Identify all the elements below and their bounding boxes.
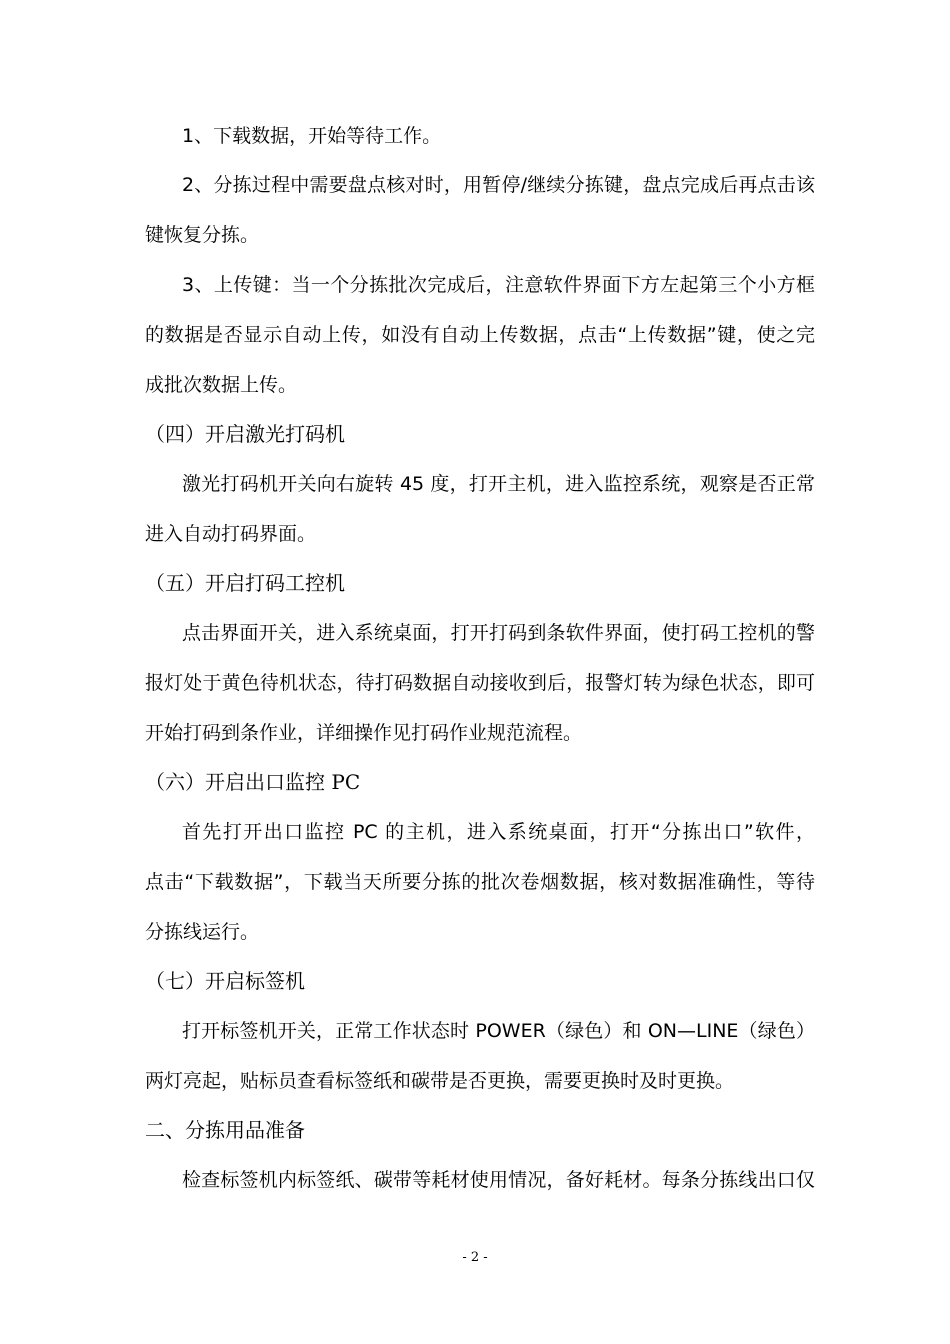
paragraph-line: 开始打码到条作业，详细操作见打码作业规范流程。 (145, 722, 583, 744)
paragraph-line: 2、分拣过程中需要盘点核对时，用暂停/继续分拣键，盘点完成后再点击该 (182, 174, 815, 196)
paragraph-line: 首先打开出口监控 PC 的主机，进入系统桌面，打开“分拣出口”软件， (182, 821, 815, 843)
paragraph-line: 检查标签机内标签纸、碳带等耗材使用情况，备好耗材。每条分拣线出口仅 (182, 1169, 815, 1191)
paragraph-line: 点击界面开关，进入系统桌面，打开打码到条软件界面，使打码工控机的警 (182, 622, 815, 644)
paragraph-line: 报灯处于黄色待机状态，待打码数据自动接收到后，报警灯转为绿色状态，即可 (145, 672, 815, 694)
paragraph-line: 点击“下载数据”，下载当天所要分拣的批次卷烟数据，核对数据准确性，等待 (145, 871, 815, 893)
paragraph-line: 两灯亮起，贴标员查看标签纸和碳带是否更换，需要更换时及时更换。 (145, 1070, 735, 1092)
paragraph-line: 成批次数据上传。 (145, 374, 298, 396)
section-heading: （六）开启出口监控 PC (145, 770, 361, 794)
section-heading: 二、分拣用品准备 (145, 1118, 305, 1142)
page-number: - 2 - (462, 1250, 488, 1265)
paragraph-line: 打开标签机开关，正常工作状态时 POWER（绿色）和 ON—LINE（绿色） (182, 1020, 815, 1042)
section-heading: （七）开启标签机 (145, 969, 305, 993)
paragraph-line: 3、上传键：当一个分拣批次完成后，注意软件界面下方左起第三个小方框 (182, 274, 815, 296)
paragraph-line: 键恢复分拣。 (145, 224, 260, 246)
paragraph-line: 的数据是否显示自动上传，如没有自动上传数据，点击“上传数据”键，使之完 (145, 324, 815, 346)
paragraph-line: 进入自动打码界面。 (145, 523, 317, 545)
paragraph-line: 1、下载数据，开始等待工作。 (182, 125, 442, 147)
section-heading: （五）开启打码工控机 (145, 571, 345, 595)
paragraph-line: 激光打码机开关向右旋转 45 度，打开主机，进入监控系统，观察是否正常 (182, 473, 815, 495)
section-heading: （四）开启激光打码机 (145, 422, 345, 446)
paragraph-line: 分拣线运行。 (145, 921, 260, 943)
